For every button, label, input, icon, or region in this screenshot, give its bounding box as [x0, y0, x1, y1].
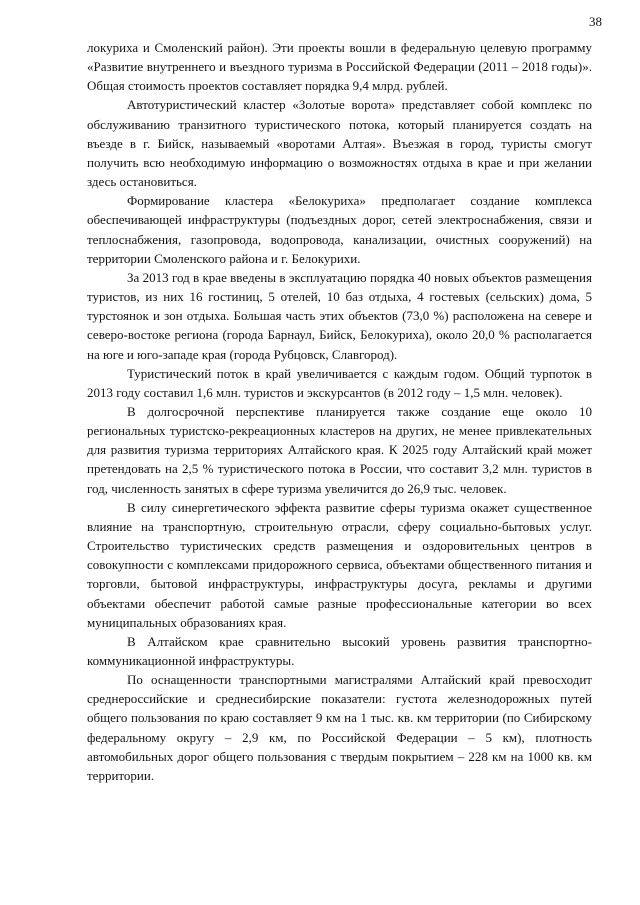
paragraph: В Алтайском крае сравнительно высокий уровень развития транспортно-коммуникационной инфраструктуры. — [87, 633, 592, 668]
paragraph: По оснащенности транспортными магистралями Алтайский край превосходит среднероссийские и среднесибирские показатели: густота железнодорожных путей общего пользования по краю составляет 9 км на 1 тыс. кв. км территории (по Сибирскому федеральному округу – 2,9 км, по Российской Федерации – 5 км), плотность автомобильных дорог общего пользования с твердым покрытием – 228 км на 1000 кв. км территории. — [87, 672, 592, 783]
paragraph: Автотуристический кластер «Золотые ворота» представляет собой комплекс по обслуживанию транзитного туристического потока, который планируется создать на въезде в г. Бийск, называемый «воротами Алтая». Въезжая в город, туристы смогут получить всю необходимую информацию о возможностях отдыха в крае и при желании здесь остановиться. — [87, 97, 592, 190]
paragraph: В силу синергетического эффекта развитие сферы туризма окажет существенное влияние на транспортную, строительную отрасли, сферу социально-бытовых услуг. Строительство туристических средств размещения и оздоровительных центров в совокупности с комплексами придорожного сервиса, объектами общественного питания и торговли, бытовой инфраструктуры, инфраструктуры досуга, рекламы и другими объектами обеспечит работой самые разные профессиональные категории во всех муниципальных образованиях края. — [87, 499, 592, 630]
document-body — [87, 38, 592, 785]
paragraph: локуриха и Смоленский район). Эти проекты вошли в федеральную целевую программу «Развитие внутреннего и въездного туризма в Российской Федерации (2011 – 2018 годы)». Общая стоимость проектов составляет порядка 9,4 млрд. рублей. — [87, 40, 592, 94]
paragraph: В долгосрочной перспективе планируется также создание еще около 10 региональных туристско-рекреационных кластеров на других, не менее привлекательных для развития туризма территориях Алтайского края. К 2025 году Алтайский край может претендовать на 2,5 % туристического потока в России, что составит 3,2 млн. туристов в год, численность занятых в сфере туризма увеличится до 26,9 тыс. человек. — [87, 403, 592, 496]
paragraph: Туристический поток в край увеличивается с каждым годом. Общий турпоток в 2013 году составил 1,6 млн. туристов и экскурсантов (в 2012 году – 1,5 млн. человек). — [87, 365, 592, 400]
page-number: 38 — [589, 14, 602, 29]
paragraph: Формирование кластера «Белокуриха» предполагает создание комплекса обеспечивающей инфраструктуры (подъездных дорог, сетей электроснабжения, связи и теплоснабжения, газопровода, водопровода, канализации, очистных сооружений) на территории Смоленского района и г. Белокурихи. — [87, 193, 592, 266]
paragraph: За 2013 год в крае введены в эксплуатацию порядка 40 новых объектов размещения туристов, из них 16 гостиниц, 5 отелей, 10 баз отдыха, 4 гостевых (сельских) дома, 5 турстоянок и зон отдыха. Большая часть этих объектов (73,0 %) расположена на севере и северо-востоке региона (города Барнаул, Бийск, Белокуриха), около 20,0 % располагается на юге и юго-западе края (города Рубцовск, Славгород). — [87, 269, 592, 362]
